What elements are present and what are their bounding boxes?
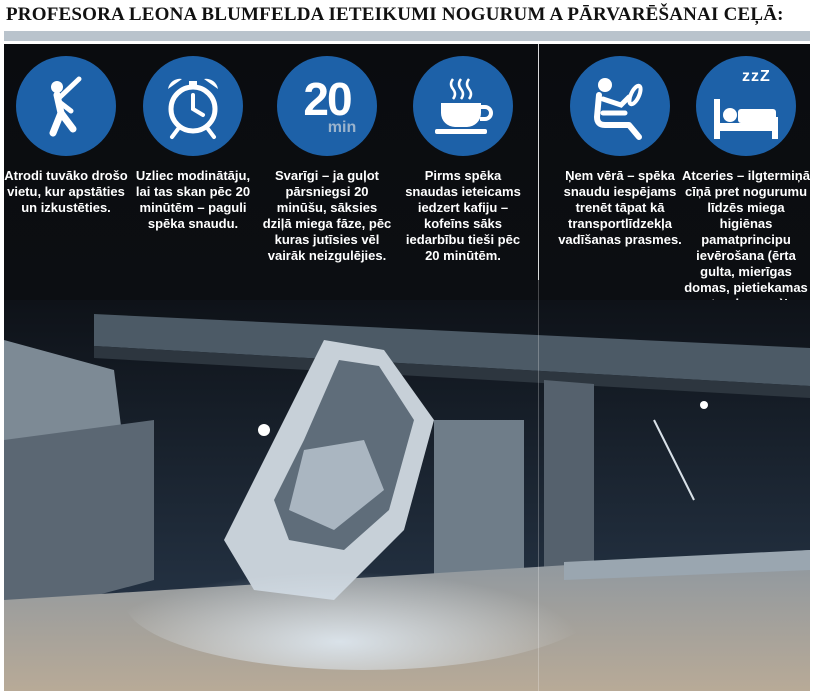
tip-twenty-minutes (262, 56, 392, 264)
tip-icon-circle (413, 56, 513, 156)
tip-text: Pirms spēka snaudas ieteicams iedzert kafiju – kofeīns sāks iedarbību tieši pēc 20 minūtēm. (405, 168, 521, 263)
driver-seat-icon (585, 71, 655, 141)
zzz-icon: zzZ (742, 68, 771, 85)
tip-sleep (680, 56, 812, 312)
photo-divider (538, 280, 539, 691)
minutes-unit-label: min (327, 119, 357, 136)
coffee-cup-icon (427, 71, 499, 141)
tip-text: Uzliec modinātāju, lai tas skan pēc 20 minūtēm – paguli spēka snaudu. (135, 168, 251, 231)
tip-stretch (1, 56, 131, 216)
tip-text: Ņem vērā – spēka snaudu iespējams trenēt tāpat kā transportlīdzekļa vadīšanas prasmes. (558, 168, 682, 247)
car-crash-photo (4, 300, 810, 691)
header-rule (4, 31, 810, 41)
tip-coffee (398, 56, 528, 264)
tip-icon-circle (696, 56, 796, 156)
tip-icon-circle (16, 56, 116, 156)
stretching-person-icon (31, 71, 101, 141)
tip-text: Atceries – ilgtermiņā cīņā pret nogurumu līdzēs miega higiēnas pamatprincipu ievērošana (ērta gulta, mierīgas domas, pietiekamas (682, 168, 810, 295)
tip-icon-circle (143, 56, 243, 156)
tip-icon-circle (570, 56, 670, 156)
tip-text: Atrodi tuvāko drošo vietu, kur apstāties un izkustēties. (4, 168, 128, 215)
tip-icon-circle (277, 56, 377, 156)
tip-driver (555, 56, 685, 248)
tip-alarm (128, 56, 258, 232)
sleeping-bed-icon (710, 93, 782, 143)
alarm-clock-icon (158, 71, 228, 141)
tip-text: Svarīgi – ja guļot pārsniegsi 20 minūšu, sāksies dziļā miega fāze, pēc kuras jutīsies vēl vairāk neizgulējies. (262, 168, 392, 263)
twenty-minutes-icon: 20 (303, 73, 351, 125)
panel-divider (538, 44, 539, 280)
headline: PROFESORA LEONA BLUMFELDA IETEIKUMI NOGURUM A PĀRVARĒŠANAI CEĻĀ: (6, 4, 784, 25)
